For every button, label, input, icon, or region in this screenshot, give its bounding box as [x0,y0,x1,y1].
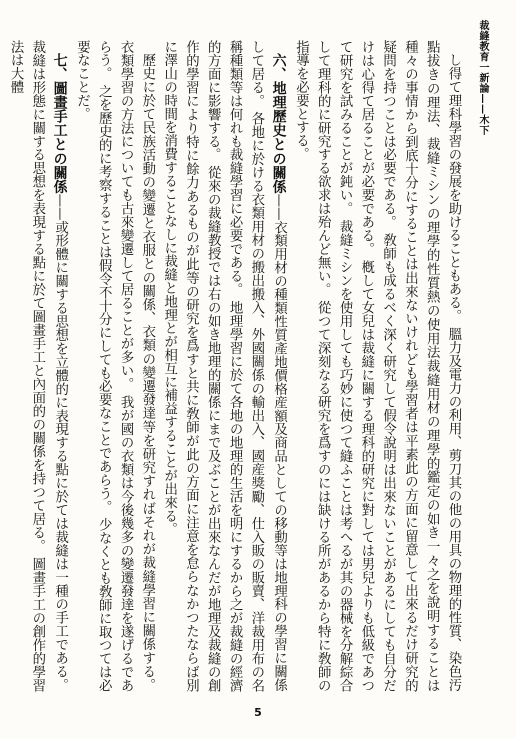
section-heading: 七、圖畫手工との關係 [51,53,68,195]
page-number: 5 [254,706,262,719]
paragraph-text: ——或形體に關する思想を立體的に表現する點に於ては裁縫は一種の手工である。 裁縫は形態に關する思想を表現する點に於て圖畫手工と內面的の關係を持つて居る。 圖畫手工の創作的學習法は大體 [8,40,68,693]
body-text [8,40,464,693]
paragraph [158,40,290,692]
paragraph-text: 歷史に於て民族活動の變遷と衣服との關係、衣類の變遷發達等を研究すればそれが裁縫學習に關係する。 衣類學習の方法についても古來變遷して居ることが多い。 我が國の衣類は今後幾多の變遷發達を遂げるであらう。 之を歷史的に考察することは假令不十分にしても必要なことであらう。 少なくとも敎師に取つては必要なことだ。 [74,40,155,692]
paragraph-text: し得て理科學習の發展を助けることもある。 膃力及電力の利用、剪刀其の他の用具の物理的性質、染色汚點拔きの理法、裁縫ミシンの理學的性質熱の使用法裁縫用材の理學的鑑定の如き一々之を說明することは種々の事情から到底十分にすることは出來ないけれども學習者は平素此の方面に留意して出來るだけ研究的疑問を持つことは必要である。 敎師も成るべく深く研究して假令說明は出來ないことがあるにしても自分だけは心得て居ることが必要である。 槪して女兒は裁縫に關する理科的研究に對しては男兒よりも低級であつて研究を試みることが鈍い。 裁縫ミシンを使用しても巧妙に使つて縫ふことは考へるが其の器械を分解綜合して理科的に研究する欲求は殆んど無い。 從つて深刻なる硏究を爲すのには缺ける所があるから特に敎師の指導を必要とする。 [293,40,461,692]
running-head: 裁縫教育一新論——木下 [477,20,488,136]
paragraph [290,40,464,692]
paragraph-text: ——衣類用材の種類性質產地價格産額及商品としての移動等は地理科の學習に關係して居る。 各地に於ける衣類用材の搬出搬入、外國關係の輸出入、國産獎勵、仕入販の販賣、洋裁用布の名稱種類等は何れも裁縫學習に必要である。 地理學習に於て各地の地理的生活を明にするから之が裁縫の經濟的方面に影響する。 從來の裁縫教授では右の如き地理的關係にまで及ぶことが出來なんだが地理及裁縫の創作的學習により特に餘力あるものが此等の研究を爲すと共に敎師が此の方面に注意を怠らなかつたならば別に澤山の時間を消費することなしに裁縫と地理とが相互に補益することが出來る。 [161,40,287,693]
paragraph [71,40,158,692]
section-heading: 六、地理歷史との關係 [270,53,287,195]
paragraph [4,40,70,692]
